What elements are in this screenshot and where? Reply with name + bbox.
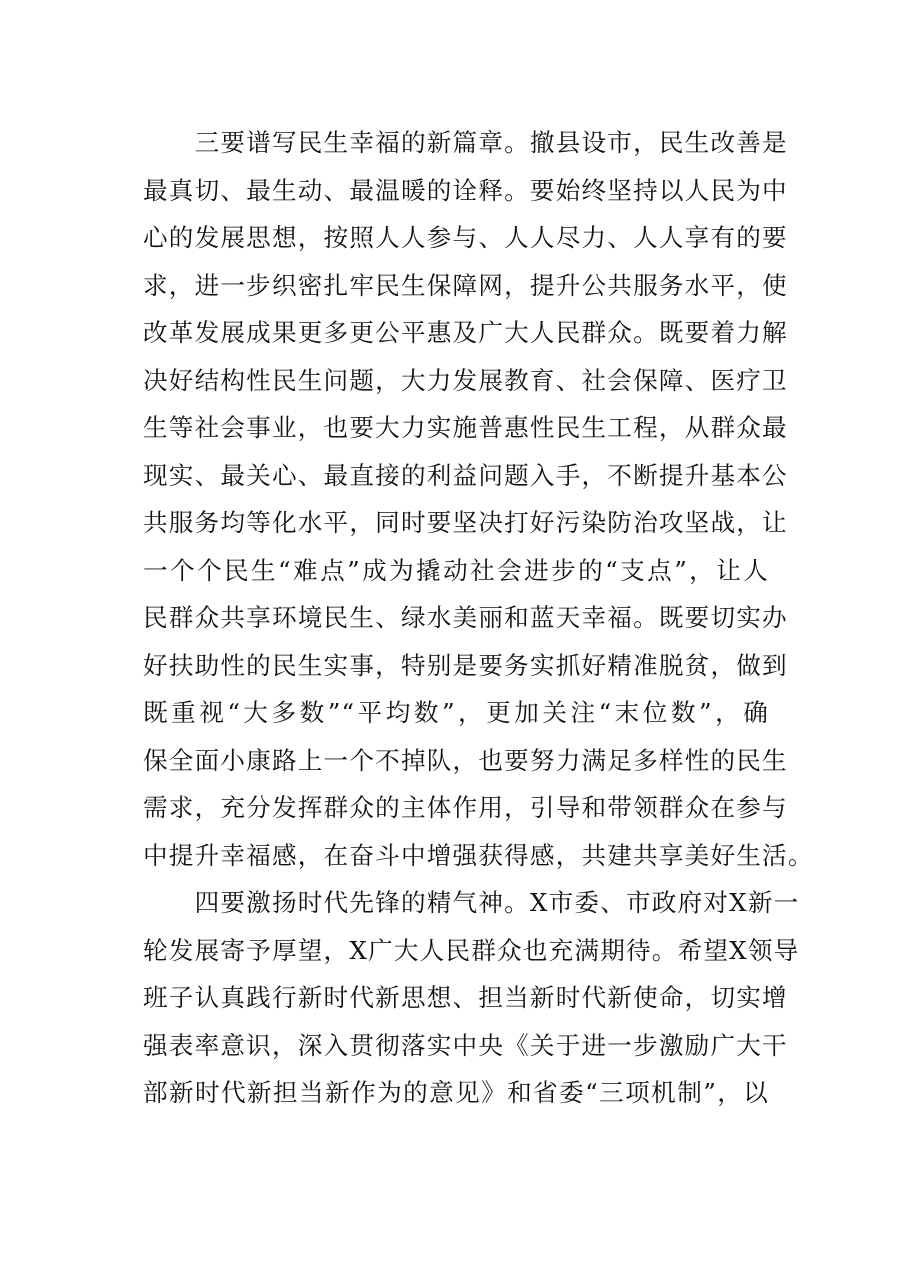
text-line: 部新时代新担当新作为的意见》和省委“三项机制”，以 — [143, 1078, 769, 1107]
paragraph-vanguard-spirit — [143, 879, 800, 1117]
text-line: 需求，充分发挥群众的主体作用，引导和带领群众在参与 — [143, 793, 788, 822]
text-line: 班子认真践行新时代新思想、担当新时代新使命，切实增 — [143, 983, 788, 1012]
text-line: 求，进一步织密扎牢民生保障网，提升公共服务水平，使 — [143, 270, 788, 300]
text-line: 好扶助性的民生实事，特别是要务实抓好精准脱贫，做到 — [143, 650, 788, 680]
text-line: 现实、最关心、最直接的利益问题入手，不断提升基本公 — [143, 460, 788, 490]
text-line: 三要谱写民生幸福的新篇章。撤县设市，民生改善是 — [143, 128, 788, 157]
paragraph-livelihood — [143, 119, 814, 879]
text-line: 既重视“大多数”“平均数”，更加关注“末位数”，确 — [143, 698, 769, 727]
text-line: 一个个民生“难点”成为撬动社会进步的“支点”，让人 — [143, 555, 769, 585]
text-line: 生等社会事业，也要大力实施普惠性民生工程，从群众最 — [143, 413, 788, 442]
text-line: 民群众共享环境民生、绿水美丽和蓝天幸福。既要切实办 — [143, 603, 788, 632]
document-body — [143, 119, 814, 1117]
text-line: 中提升幸福感，在奋斗中增强获得感，共建共享美好生活。 — [143, 840, 814, 870]
text-line: 轮发展寄予厚望，X广大人民群众也充满期待。希望X领导 — [143, 935, 800, 965]
text-line: 共服务均等化水平，同时要坚决打好污染防治攻坚战，让 — [143, 508, 788, 537]
text-line: 强表率意识，深入贯彻落实中央《关于进一步激励广大干 — [143, 1030, 788, 1060]
text-line: 最真切、最生动、最温暖的诠释。要始终坚持以人民为中 — [143, 175, 788, 205]
text-line: 决好结构性民生问题，大力发展教育、社会保障、医疗卫 — [143, 365, 788, 395]
text-line: 四要激扬时代先锋的精气神。X市委、市政府对X新一 — [143, 888, 800, 917]
text-line: 保全面小康路上一个不掉队，也要努力满足多样性的民生 — [143, 745, 788, 775]
text-line: 改革发展成果更多更公平惠及广大人民群众。既要着力解 — [143, 318, 788, 347]
text-line: 心的发展思想，按照人人参与、人人尽力、人人享有的要 — [143, 223, 788, 252]
